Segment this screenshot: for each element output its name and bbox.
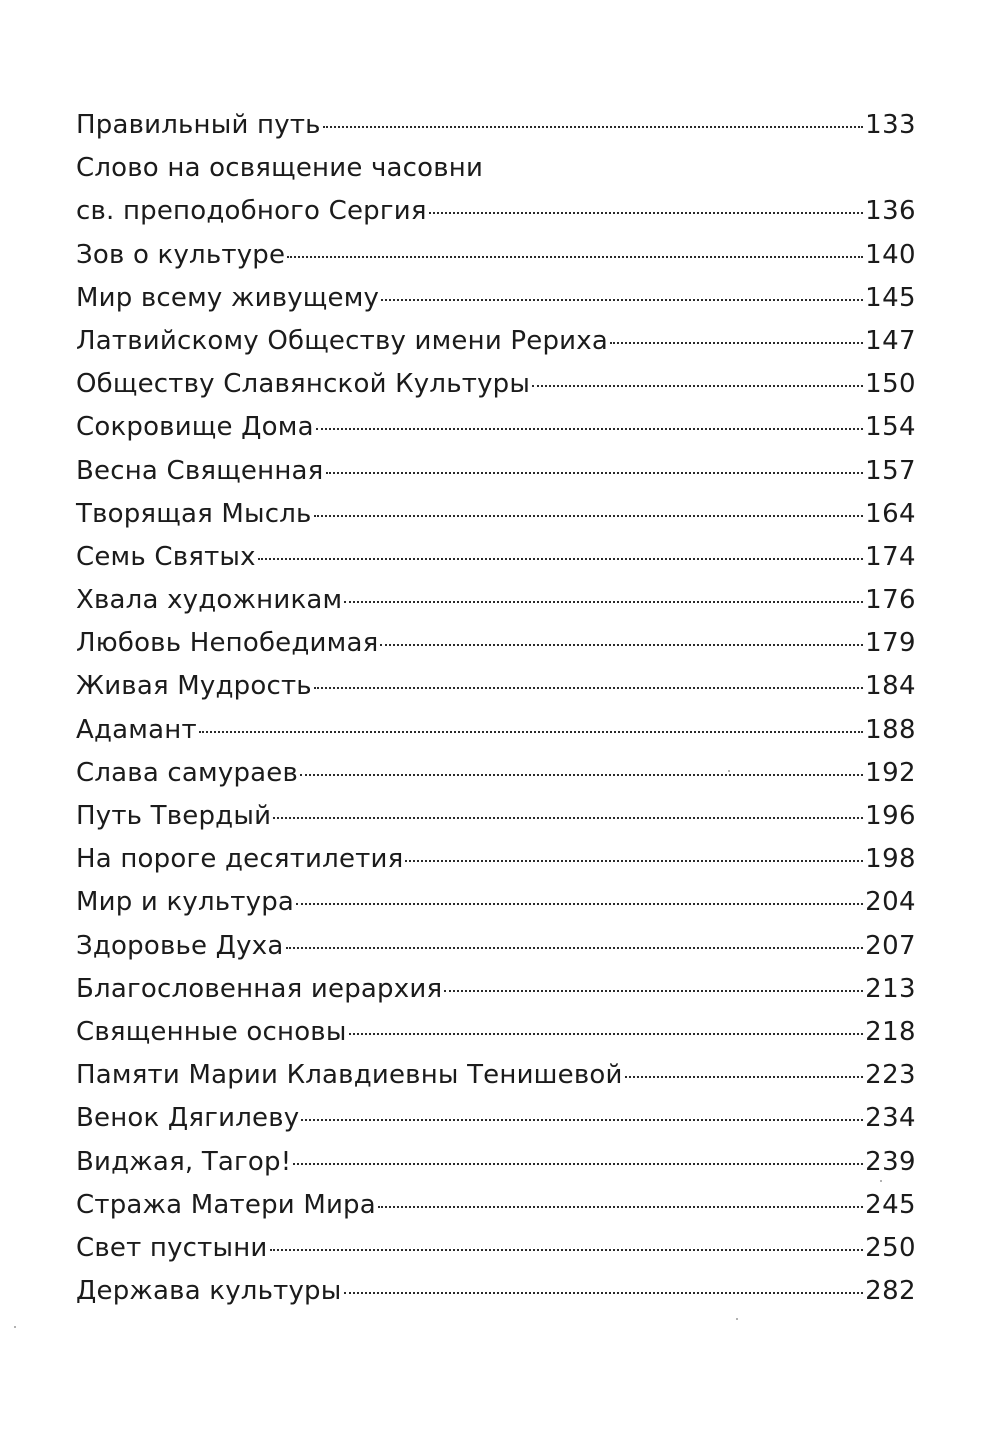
paper-speck: [14, 1326, 16, 1328]
toc-entry-title: Стража Матери Мира: [76, 1189, 376, 1220]
toc-entry-title: Любовь Непобедимая: [76, 628, 379, 659]
toc-entry-page-number: 188: [865, 714, 916, 745]
toc-entry: [76, 406, 916, 449]
toc-entry-title: Венок Дягилеву: [76, 1103, 300, 1134]
paper-speck: [736, 1318, 738, 1320]
toc-entry: [76, 838, 916, 881]
toc-entry-page-number: 198: [865, 844, 916, 875]
toc-entry-page-number: 145: [865, 282, 916, 313]
toc-entry-page-number: 176: [865, 585, 916, 616]
toc-row: [76, 968, 916, 1011]
toc-row: [76, 320, 916, 363]
toc-entry-page-number: 250: [865, 1232, 916, 1263]
dot-leader: [344, 601, 863, 603]
dot-leader: [381, 299, 863, 301]
dot-leader: [270, 1249, 864, 1251]
toc-entry: [76, 1097, 916, 1140]
toc-row: [76, 1097, 916, 1140]
toc-entry-title: Памяти Марии Клавдиевны Тенишевой: [76, 1060, 623, 1091]
dot-leader: [287, 256, 863, 258]
toc-row: [76, 795, 916, 838]
toc-entry: [76, 665, 916, 708]
toc-row: [76, 190, 916, 233]
dot-leader: [380, 644, 863, 646]
toc-row: [76, 1227, 916, 1270]
dot-leader: [625, 1076, 864, 1078]
toc-row: [76, 536, 916, 579]
dot-leader: [199, 731, 863, 733]
toc-entry-title: Держава культуры: [76, 1276, 342, 1307]
toc-row: [76, 277, 916, 320]
toc-row: [76, 925, 916, 968]
toc-row: [76, 579, 916, 622]
toc-entry: [76, 1227, 916, 1270]
toc-row: [76, 1141, 916, 1184]
dot-leader: [349, 1033, 864, 1035]
paper-speck: [728, 770, 730, 772]
toc-entry-title: Сокровище Дома: [76, 412, 314, 443]
toc-row: [76, 709, 916, 752]
toc-entry-title: Творящая Мысль: [76, 498, 312, 529]
toc-entry: [76, 190, 916, 233]
toc-entry-title: Латвийскому Обществу имени Рериха: [76, 325, 608, 356]
dot-leader: [532, 385, 863, 387]
toc-entry: [76, 1141, 916, 1184]
toc-entry: [76, 277, 916, 320]
toc-entry-page-number: 154: [865, 412, 916, 443]
toc-entry-page-number: 192: [865, 757, 916, 788]
toc-entry-title: Священные основы: [76, 1016, 347, 1047]
toc-row: [76, 881, 916, 924]
dot-leader: [296, 903, 863, 905]
dot-leader: [344, 1292, 864, 1294]
toc-entry-title: Правильный путь: [76, 110, 321, 140]
toc-entry-title: Семь Святых: [76, 541, 256, 572]
toc-entry: [76, 536, 916, 579]
dot-leader: [258, 558, 863, 560]
toc-entry-page-number: 207: [865, 930, 916, 961]
toc-entry-page-number: 239: [865, 1146, 916, 1177]
toc-entry-title: Виджая, Тагор!: [76, 1146, 292, 1177]
toc-entry-page-number: 164: [865, 498, 916, 529]
toc-entry-title: На пороге десятилетия: [76, 844, 404, 875]
toc-entry-page-number: 184: [865, 671, 916, 702]
toc-entry-title: Мир всему живущему: [76, 282, 380, 313]
toc-entry: [76, 709, 916, 752]
toc-entry: [76, 795, 916, 838]
toc-entry: [76, 1270, 916, 1313]
toc-entry-title: Здоровье Духа: [76, 930, 284, 961]
toc-row: [76, 406, 916, 449]
toc-entry-page-number: 213: [865, 973, 916, 1004]
toc-entry-page-number: 147: [865, 325, 916, 356]
toc-entry-title: Слава самураев: [76, 757, 299, 788]
dot-leader: [314, 687, 863, 689]
toc-entry-page-number: 174: [865, 541, 916, 572]
dot-leader: [286, 947, 864, 949]
toc-entry: [76, 320, 916, 363]
toc-entry-page-number: 245: [865, 1189, 916, 1220]
dot-leader: [378, 1206, 863, 1208]
toc-entry-page-number: 223: [865, 1060, 916, 1091]
toc-row: [76, 493, 916, 536]
toc-row: [76, 665, 916, 708]
toc-entry-title: Благословенная иерархия: [76, 973, 443, 1004]
toc-entry: [76, 579, 916, 622]
toc-row: [76, 1184, 916, 1227]
dot-leader: [610, 342, 863, 344]
toc-entry-page-number: 282: [865, 1276, 916, 1307]
toc-row: [76, 1270, 916, 1313]
toc-entry-page-number: 196: [865, 801, 916, 831]
toc-entry: [76, 752, 916, 795]
dot-leader: [444, 990, 863, 992]
toc-entry: [76, 493, 916, 536]
toc-entry-title: Хвала художникам: [76, 585, 343, 616]
dot-leader: [300, 774, 863, 776]
toc-entry: [76, 1054, 916, 1097]
toc-entry-title: Зов о культуре: [76, 239, 286, 270]
dot-leader: [405, 860, 863, 862]
dot-leader: [293, 1163, 863, 1165]
toc-entry-title: св. преподобного Сергия: [76, 196, 427, 227]
toc-entry-title: Живая Мудрость: [76, 671, 312, 702]
toc-entry-title: Обществу Славянской Культуры: [76, 369, 531, 400]
paper-speck: [880, 1180, 882, 1182]
toc-entry: [76, 147, 916, 190]
toc-entry: [76, 925, 916, 968]
toc-entry-page-number: 140: [865, 239, 916, 270]
table-of-contents: [76, 104, 916, 1313]
toc-row: [76, 838, 916, 881]
toc-entry-title: Мир и культура: [76, 887, 295, 918]
toc-entry: [76, 363, 916, 406]
toc-entry-page-number: 179: [865, 628, 916, 659]
dot-leader: [301, 1119, 863, 1121]
dot-leader: [326, 472, 864, 474]
dot-leader: [273, 817, 863, 819]
toc-entry-page-number: 133: [865, 110, 916, 140]
toc-row: [76, 234, 916, 277]
toc-entry-page-number: 157: [865, 455, 916, 486]
toc-row: [76, 450, 916, 493]
toc-entry: [76, 104, 916, 147]
toc-entry: [76, 1184, 916, 1227]
toc-row: [76, 363, 916, 406]
toc-entry-page-number: 234: [865, 1103, 916, 1134]
toc-row: [76, 1011, 916, 1054]
toc-entry: [76, 1011, 916, 1054]
dot-leader: [314, 515, 864, 517]
toc-entry: [76, 622, 916, 665]
toc-row: [76, 622, 916, 665]
toc-row: [76, 1054, 916, 1097]
toc-row: [76, 752, 916, 795]
toc-entry-page-number: 150: [865, 369, 916, 400]
toc-entry-title: Адамант: [76, 714, 197, 745]
toc-row: [76, 104, 916, 147]
toc-entry-title: Свет пустыни: [76, 1232, 268, 1263]
dot-leader: [429, 212, 864, 214]
dot-leader: [316, 428, 863, 430]
toc-entry-title: Весна Священная: [76, 455, 324, 486]
toc-entry-title: Слово на освящение часовни: [76, 153, 484, 184]
toc-entry: [76, 968, 916, 1011]
toc-entry: [76, 881, 916, 924]
toc-entry-page-number: 204: [865, 887, 916, 918]
toc-entry-page-number: 136: [865, 196, 916, 227]
dot-leader: [323, 126, 863, 128]
toc-entry: [76, 234, 916, 277]
toc-entry: [76, 450, 916, 493]
toc-entry-page-number: 218: [865, 1016, 916, 1047]
toc-entry-title: Путь Твердый: [76, 801, 272, 831]
